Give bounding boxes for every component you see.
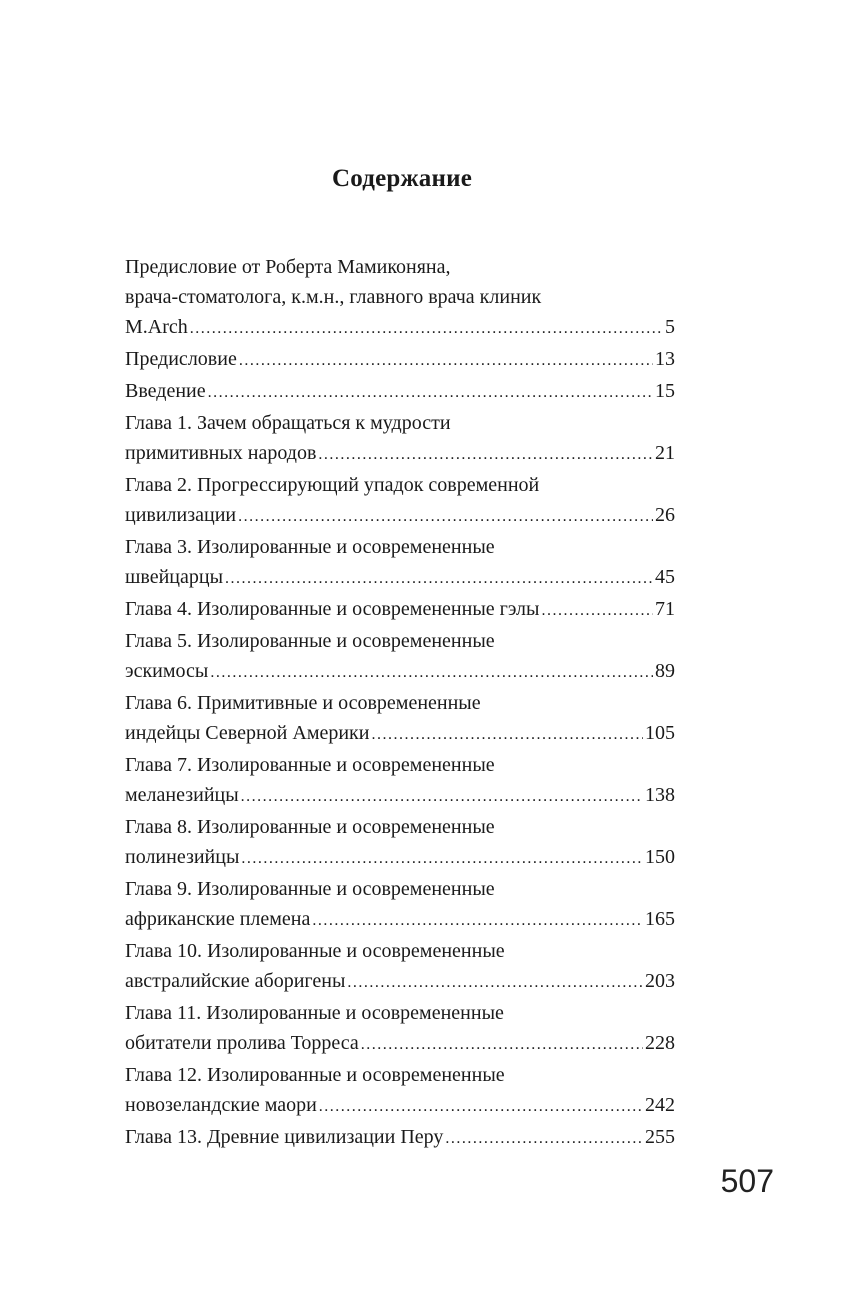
- toc-entry: [125, 998, 675, 1060]
- dot-leader: [208, 378, 653, 408]
- dot-leader: [312, 906, 643, 936]
- toc-entry-title-line: Глава 10. Изолированные и осовремененные: [125, 940, 505, 962]
- toc-entry-page: 89: [655, 660, 675, 682]
- toc-entry: [125, 470, 675, 532]
- toc-entry-title-line: Глава 11. Изолированные и осовремененные: [125, 1002, 504, 1024]
- toc-entry: [125, 812, 675, 874]
- toc-entry-title-line: Глава 7. Изолированные и осовремененные: [125, 754, 495, 776]
- toc-entry: [125, 252, 675, 344]
- toc-entry: [125, 344, 675, 376]
- toc-entry-title: обитатели пролива Торреса: [125, 1032, 359, 1054]
- toc-entry-title-line: Предисловие от Роберта Мамиконяна,: [125, 256, 451, 278]
- toc-entry-page: 150: [645, 846, 675, 868]
- page-number: 507: [720, 1163, 774, 1199]
- toc-entry-page: 26: [655, 504, 675, 526]
- dot-leader: [238, 502, 653, 532]
- toc-entry-title: африканские племена: [125, 908, 311, 930]
- toc-entry-title-line: Глава 8. Изолированные и осовремененные: [125, 816, 495, 838]
- toc-entry-leader-line: [125, 1122, 675, 1154]
- dot-leader: [318, 440, 653, 470]
- dot-leader: [361, 1030, 643, 1060]
- toc-entry-title: новозеландские маори: [125, 1094, 317, 1116]
- toc-entry: [125, 376, 675, 408]
- toc-entry-title-line: Глава 2. Прогрессирующий упадок современной: [125, 474, 540, 496]
- toc-entry-leader-line: [125, 966, 675, 998]
- toc-entry-title: Глава 13. Древние цивилизации Перу: [125, 1126, 444, 1148]
- toc-entry: [125, 1060, 675, 1122]
- toc-entry-title-line: Глава 1. Зачем обращаться к мудрости: [125, 412, 451, 434]
- dot-leader: [541, 596, 653, 626]
- dot-leader: [371, 720, 643, 750]
- toc-entry-page: 255: [645, 1126, 675, 1148]
- toc-entry-leader-line: [125, 842, 675, 874]
- toc-entry-title-line: Глава 5. Изолированные и осовремененные: [125, 630, 495, 652]
- toc-entry-title: полинезийцы: [125, 846, 240, 868]
- dot-leader: [190, 314, 663, 344]
- toc-entry: [125, 594, 675, 626]
- toc-entry-page: 203: [645, 970, 675, 992]
- toc-entry-page: 242: [645, 1094, 675, 1116]
- toc-entry-title: Глава 4. Изолированные и осовремененные гэлы: [125, 598, 540, 620]
- table-of-contents: [125, 252, 675, 1154]
- toc-entry-title-line: Глава 9. Изолированные и осовремененные: [125, 878, 495, 900]
- toc-entry-leader-line: [125, 780, 675, 812]
- toc-entry-page: 71: [655, 598, 675, 620]
- toc-entry-title-line: врача-стоматолога, к.м.н., главного врача клиник: [125, 286, 542, 308]
- toc-entry-title: Введение: [125, 380, 206, 402]
- dot-leader: [210, 658, 653, 688]
- toc-entry-title: австралийские аборигены: [125, 970, 346, 992]
- toc-entry: [125, 532, 675, 594]
- toc-entry-page: 15: [655, 380, 675, 402]
- toc-entry-leader-line: [125, 500, 675, 532]
- toc-entry-page: 138: [645, 784, 675, 806]
- dot-leader: [319, 1092, 643, 1122]
- page-title: Содержание: [331, 164, 472, 192]
- toc-entry-leader-line: [125, 562, 675, 594]
- toc-entry-title-line: Глава 6. Примитивные и осовремененные: [125, 692, 481, 714]
- toc-entry-leader-line: [125, 1090, 675, 1122]
- toc-entry-page: 21: [655, 442, 675, 464]
- toc-entry-title: Предисловие: [125, 348, 237, 370]
- toc-entry-title: M.Arch: [125, 316, 188, 338]
- toc-entry-title: примитивных народов: [125, 442, 317, 464]
- toc-entry-page: 13: [655, 348, 675, 370]
- toc-entry: [125, 626, 675, 688]
- toc-entry-page: 45: [655, 566, 675, 588]
- toc-entry: [125, 874, 675, 936]
- toc-entry-title: швейцарцы: [125, 566, 224, 588]
- toc-entry: [125, 688, 675, 750]
- toc-entry-leader-line: [125, 904, 675, 936]
- dot-leader: [239, 346, 653, 376]
- dot-leader: [241, 782, 643, 812]
- toc-entry-leader-line: [125, 344, 675, 376]
- toc-entry-page: 105: [645, 722, 675, 744]
- dot-leader: [347, 968, 643, 998]
- toc-entry-title: меланезийцы: [125, 784, 239, 806]
- toc-entry-leader-line: [125, 656, 675, 688]
- toc-entry-leader-line: [125, 376, 675, 408]
- toc-entry-leader-line: [125, 1028, 675, 1060]
- toc-entry-leader-line: [125, 312, 675, 344]
- toc-entry-title: цивилизации: [125, 504, 237, 526]
- toc-entry-title-line: Глава 12. Изолированные и осовремененные: [125, 1064, 505, 1086]
- toc-entry-leader-line: [125, 438, 675, 470]
- dot-leader: [445, 1124, 643, 1154]
- toc-entry-title: индейцы Северной Америки: [125, 722, 370, 744]
- toc-entry: [125, 1122, 675, 1154]
- toc-entry-page: 228: [645, 1032, 675, 1054]
- toc-entry-page: 5: [665, 316, 675, 338]
- toc-entry-title: эскимосы: [125, 660, 209, 682]
- toc-entry-leader-line: [125, 594, 675, 626]
- toc-entry-title-line: Глава 3. Изолированные и осовремененные: [125, 536, 495, 558]
- dot-leader: [225, 564, 653, 594]
- toc-entry-leader-line: [125, 718, 675, 750]
- toc-entry: [125, 408, 675, 470]
- toc-entry: [125, 750, 675, 812]
- dot-leader: [241, 844, 643, 874]
- toc-entry-page: 165: [645, 908, 675, 930]
- toc-entry: [125, 936, 675, 998]
